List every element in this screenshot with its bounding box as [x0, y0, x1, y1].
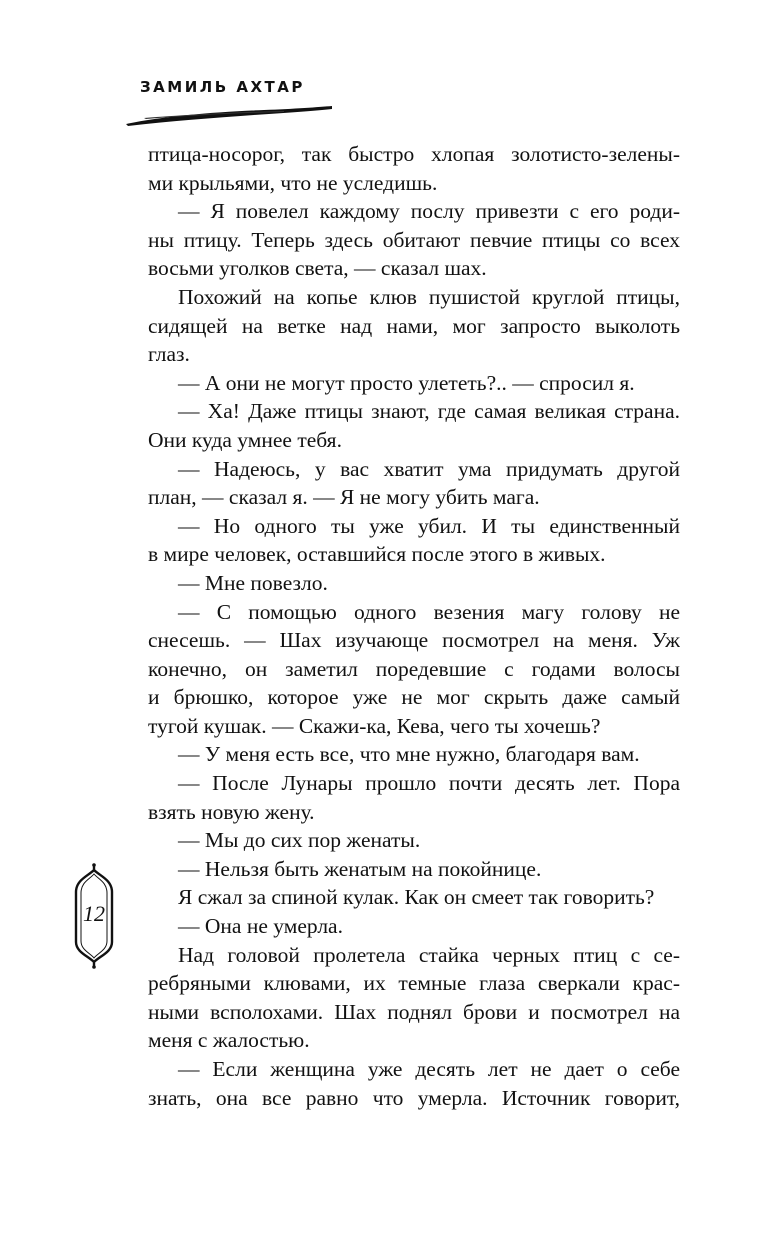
text-line: глаз. — [148, 342, 190, 367]
text-line: — Мне повезло. — [178, 570, 328, 595]
text-line: конечно, он заметил поредевшие с годами волосы — [148, 656, 680, 681]
text-line: Они куда умнее тебя. — [148, 427, 342, 452]
text-line: план, — сказал я. — Я не могу убить мага. — [148, 485, 540, 510]
text-line: — Надеюсь, у вас хватит ума придумать другой — [178, 456, 680, 481]
text-line: — Она не умерла. — [178, 914, 343, 939]
text-line: Похожий на копье клюв пушистой круглой птицы, — [178, 284, 680, 309]
text-line: сидящей на ветке над нами, мог запросто выколоть — [148, 313, 680, 338]
text-line: птица-носорог, так быстро хлопая золотисто-зелены- — [148, 142, 680, 166]
text-line: взять новую жену. — [148, 799, 315, 824]
text-line: — Если женщина уже десять лет не дает о себе — [178, 1057, 680, 1081]
text-line: — А они не могут просто улететь?.. — спросил я. — [178, 370, 635, 395]
text-line: ными всполохами. Шах поднял брови и посмотрел на — [148, 999, 680, 1024]
text-line: знать, она все равно что умерла. Источник говорит, — [148, 1085, 680, 1110]
text-line: в мире человек, оставшийся после этого в живых. — [148, 542, 606, 567]
page-number: 12 — [83, 901, 105, 926]
text-line: — Но одного ты уже убил. И ты единственный — [178, 513, 680, 538]
text-line: — Я повелел каждому послу привезти с его роди- — [178, 199, 680, 224]
text-line: — После Лунары прошло почти десять лет. Пора — [178, 771, 680, 796]
text-line: и брюшко, которое уже не мог скрыть даже самый — [148, 685, 680, 710]
text-line: — Мы до сих пор женаты. — [178, 828, 421, 853]
text-line: — Нельзя быть женатым на покойнице. — [178, 856, 542, 881]
text-line: снесешь. — Шах изучающе посмотрел на меня. Уж — [148, 628, 680, 653]
body-text — [148, 140, 680, 1112]
text-line: — Ха! Даже птицы знают, где самая великая страна. — [178, 399, 680, 424]
text-line: ны птицу. Теперь здесь обитают певчие птицы со всех — [148, 227, 680, 252]
text-line: ребряными клювами, их темные глаза сверкали крас- — [148, 971, 680, 996]
text-line: — С помощью одного везения магу голову не — [178, 599, 680, 624]
page-number-ornament — [70, 862, 118, 970]
text-line: меня с жалостью. — [148, 1028, 310, 1053]
text-line: тугой кушак. — Скажи-ка, Кева, чего ты хочешь? — [148, 713, 601, 738]
text-line: Над головой пролетела стайка черных птиц с се- — [178, 942, 680, 967]
text-line: — У меня есть все, что мне нужно, благодаря вам. — [178, 742, 640, 767]
decorative-brush-rule — [124, 104, 334, 128]
running-head-author: ЗАМИЛЬ АХТАР — [140, 78, 305, 96]
text-line: Я сжал за спиной кулак. Как он смеет так говорить? — [178, 885, 655, 910]
text-line: ми крыльями, что не уследишь. — [148, 170, 438, 195]
text-line: восьми уголков света, — сказал шах. — [148, 256, 487, 281]
